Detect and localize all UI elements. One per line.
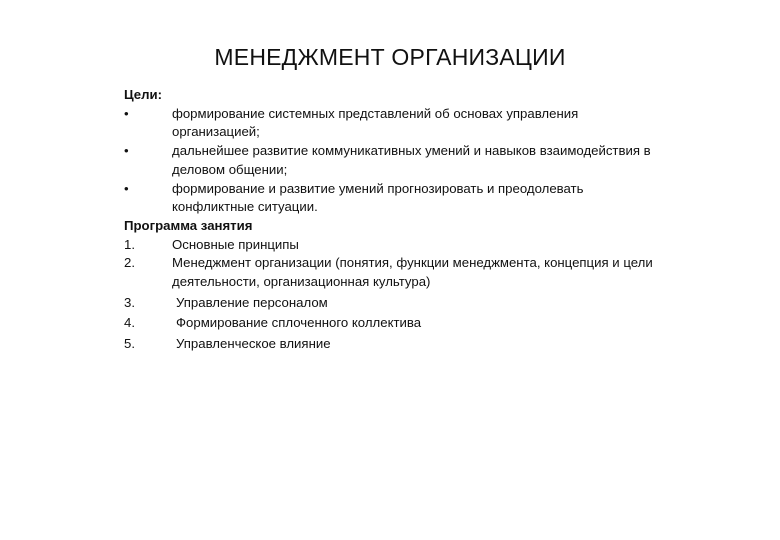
goal-text: формирование и развитие умений прогнозировать и преодолевать конфликтные ситуации. (172, 180, 584, 215)
program-item-text: Основные принципы (172, 236, 299, 252)
goal-text: формирование системных представлений об основах управления организацией; (172, 105, 579, 140)
goal-text: дальнейшее развитие коммуникативных умений и навыков взаимодействия в деловом общении; (172, 143, 651, 177)
goal-item (124, 105, 664, 142)
item-number: 3. (124, 294, 135, 310)
item-number: 1. (124, 236, 135, 252)
page-title: МЕНЕДЖМЕНТ ОРГАНИЗАЦИИ (214, 44, 566, 70)
program-item (124, 294, 664, 313)
goal-item (124, 180, 664, 217)
program-item (124, 254, 664, 291)
document-body (124, 86, 664, 354)
bullet-marker: • (124, 143, 129, 159)
goal-item (124, 142, 664, 179)
program-item (124, 236, 664, 255)
program-item-text: Управление персоналом (176, 294, 328, 310)
item-number: 4. (124, 315, 135, 331)
bullet-marker: • (124, 105, 129, 121)
program-heading: Программа занятия (124, 217, 253, 233)
program-item-text: Менеджмент организации (понятия, функции менеджмента, концепция и цели деятельности, организационная культура) (172, 255, 653, 290)
program-item (124, 314, 664, 333)
goals-heading: Цели: (124, 87, 163, 102)
program-item-text: Управленческое влияние (176, 336, 331, 352)
item-number: 2. (124, 255, 135, 271)
program-item (124, 335, 664, 354)
program-item-text: Формирование сплоченного коллектива (176, 315, 422, 331)
item-number: 5. (124, 336, 135, 352)
bullet-marker: • (124, 180, 129, 196)
